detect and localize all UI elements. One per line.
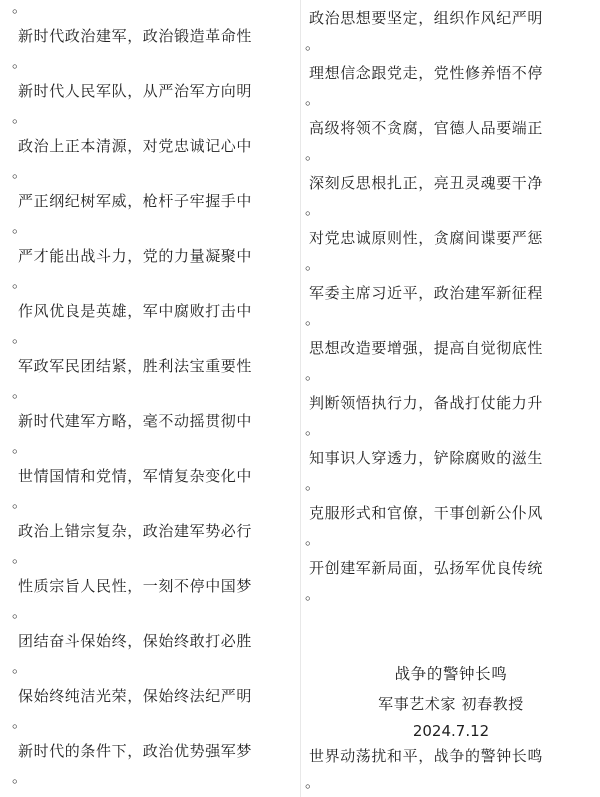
verse-end-mark: 。 xyxy=(305,310,321,328)
verse-line: 性质宗旨人民性，一刻不停中国梦 xyxy=(18,577,253,595)
verse-end-mark: 。 xyxy=(12,603,28,621)
verse-end-mark: 。 xyxy=(305,365,321,383)
column-divider xyxy=(300,0,301,797)
verse-end-mark: 。 xyxy=(12,328,28,346)
verse-end-mark: 。 xyxy=(12,273,28,291)
verse-line: 政治上正本清源，对党忠诚记心中 xyxy=(18,137,253,155)
verse-end-mark: 。 xyxy=(12,713,28,731)
verse-end-mark: 。 xyxy=(305,200,321,218)
verse-line: 高级将领不贪腐，官德人品要端正 xyxy=(309,119,544,137)
verse-end-mark: 。 xyxy=(305,255,321,273)
verse-line: 世情国情和党情，军情复杂变化中 xyxy=(18,467,253,485)
verse-line: 军委主席习近平，政治建军新征程 xyxy=(309,284,544,302)
verse-end-mark: 。 xyxy=(12,548,28,566)
verse-line: 新时代的条件下，政治优势强军梦 xyxy=(18,742,253,760)
verse-line: 克服形式和官僚，干事创新公仆风 xyxy=(309,504,544,522)
verse-line: 严才能出战斗力，党的力量凝聚中 xyxy=(18,247,253,265)
verse-end-mark: 。 xyxy=(305,585,321,603)
verse-line: 作风优良是英雄，军中腐败打击中 xyxy=(18,302,253,320)
verse-end-mark: 。 xyxy=(305,420,321,438)
verse-end-mark: 。 xyxy=(12,438,28,456)
verse-end-mark: 。 xyxy=(12,493,28,511)
verse-line: 理想信念跟党走，党性修养悟不停 xyxy=(309,64,544,82)
verse-end-mark: 。 xyxy=(12,108,28,126)
verse-line: 政治思想要坚定，组织作风纪严明 xyxy=(309,9,544,27)
verse-line: 对党忠诚原则性，贪腐间谍要严惩 xyxy=(309,229,544,247)
verse-end-mark: 。 xyxy=(12,0,28,16)
verse-line: 思想改造要增强，提高自觉彻底性 xyxy=(309,339,544,357)
verse-line: 军政军民团结紧，胜利法宝重要性 xyxy=(18,357,253,375)
verse-line: 新时代建军方略，毫不动摇贯彻中 xyxy=(18,412,253,430)
verse-line: 深刻反思根扎正，亮丑灵魂要干净 xyxy=(309,174,544,192)
verse-end-mark: 。 xyxy=(12,768,28,786)
poem-title: 战争的警钟长鸣 xyxy=(394,665,508,683)
verse-end-mark: 。 xyxy=(305,145,321,163)
verse-line: 新时代人民军队，从严治军方向明 xyxy=(18,82,253,100)
verse-end-mark: 。 xyxy=(305,90,321,108)
verse-line: 严正纲纪树军威，枪杆子牢握手中 xyxy=(18,192,253,210)
verse-line: 世界动荡扰和平，战争的警钟长鸣 xyxy=(309,747,544,765)
verse-end-mark: 。 xyxy=(305,530,321,548)
verse-end-mark: 。 xyxy=(12,53,28,71)
verse-end-mark: 。 xyxy=(305,35,321,53)
verse-end-mark: 。 xyxy=(12,218,28,236)
poem-author: 军事艺术家 初春教授 xyxy=(378,695,524,713)
verse-line: 保始终纯洁光荣，保始终法纪严明 xyxy=(18,687,253,705)
verse-line: 判断领悟执行力，备战打仗能力升 xyxy=(309,394,544,412)
verse-end-mark: 。 xyxy=(12,658,28,676)
verse-line: 知事识人穿透力，铲除腐败的滋生 xyxy=(309,449,544,467)
verse-line: 新时代政治建军，政治锻造革命性 xyxy=(18,27,253,45)
poem-date: 2024.7.12 xyxy=(412,722,490,740)
verse-end-mark: 。 xyxy=(305,475,321,493)
verse-end-mark: 。 xyxy=(12,383,28,401)
verse-end-mark: 。 xyxy=(305,773,321,791)
verse-end-mark: 。 xyxy=(12,163,28,181)
verse-line: 政治上错宗复杂，政治建军势必行 xyxy=(18,522,253,540)
verse-line: 开创建军新局面，弘扬军优良传统 xyxy=(309,559,544,577)
verse-line: 团结奋斗保始终，保始终敢打必胜 xyxy=(18,632,253,650)
